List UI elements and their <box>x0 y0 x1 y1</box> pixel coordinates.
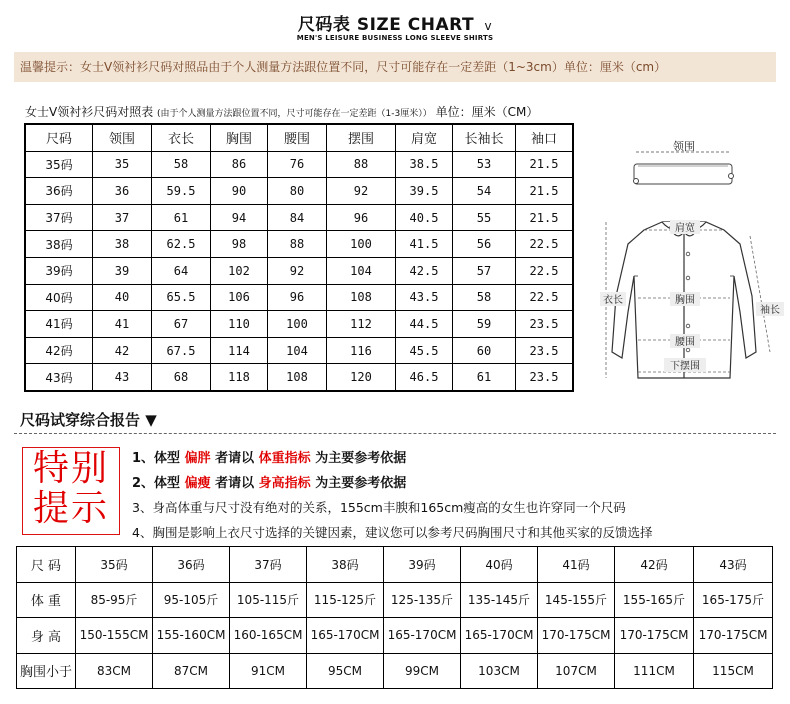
special-line-2: 提示 <box>32 488 109 529</box>
fit-table-cell: 83CM <box>76 653 153 689</box>
table-cell: 88 <box>327 151 396 178</box>
table-cell: 46.5 <box>396 364 453 391</box>
table-cell: 42码 <box>25 337 93 364</box>
fit-table-cell: 体 重 <box>17 582 76 618</box>
fit-table-cell: 115-125斤 <box>307 582 384 618</box>
table-cell: 65.5 <box>152 284 211 311</box>
report-title <box>20 409 157 430</box>
table-cell: 108 <box>268 364 327 391</box>
table-header-cell: 胸围 <box>211 124 268 151</box>
table-cell: 62.5 <box>152 231 211 258</box>
table-caption-note: (由于个人测量方法跟位置不同，尺寸可能存在一定差距（1-3厘米）） <box>157 109 432 119</box>
table-cell: 108 <box>327 284 396 311</box>
table-cell: 67 <box>152 311 211 338</box>
table-cell: 100 <box>268 311 327 338</box>
table-cell: 100 <box>327 231 396 258</box>
table-cell: 104 <box>268 337 327 364</box>
fit-table-cell: 103CM <box>461 653 538 689</box>
table-cell: 59.5 <box>152 178 211 205</box>
fit-table-cell: 107CM <box>538 653 615 689</box>
fit-table-row <box>17 547 773 583</box>
chevron-down-icon: v <box>484 19 493 33</box>
table-cell: 56 <box>453 231 516 258</box>
table-row <box>25 231 573 258</box>
fit-table-cell: 165-170CM <box>307 618 384 654</box>
notice-banner: 温馨提示：女士V领衬衫尺码对照品由于个人测量方法跟位置不同，尺寸可能存在一定差距（1~3cm）单位：厘米（cm） <box>14 52 776 82</box>
special-notice-text <box>24 449 118 529</box>
size-table <box>24 123 574 392</box>
table-header-row <box>25 124 573 151</box>
table-cell: 39.5 <box>396 178 453 205</box>
fit-table-cell: 170-175CM <box>694 618 773 654</box>
tip-item: 3、身高体重与尺寸没有绝对的关系，155cm丰腴和165cm瘦高的女生也许穿同一个尺码 <box>132 500 626 515</box>
table-caption-unit: 单位：厘米（CM） <box>435 105 539 119</box>
table-caption-main: 女士V领衬衫尺码对照表 <box>25 105 154 119</box>
table-cell: 41 <box>93 311 152 338</box>
fit-table-cell: 身 高 <box>17 618 76 654</box>
collar-label: 领围 <box>673 140 695 153</box>
table-cell: 76 <box>268 151 327 178</box>
fit-table-cell: 125-135斤 <box>384 582 461 618</box>
table-cell: 23.5 <box>516 337 574 364</box>
table-caption <box>25 103 538 120</box>
fit-table-cell: 170-175CM <box>615 618 694 654</box>
tip-item: 2、体型 偏瘦 者请以 身高指标 为主要参考依据 <box>132 475 407 491</box>
table-cell: 23.5 <box>516 364 574 391</box>
table-row <box>25 337 573 364</box>
fit-table-cell: 38码 <box>307 547 384 583</box>
fit-table-cell: 35码 <box>76 547 153 583</box>
table-header-cell: 长袖长 <box>453 124 516 151</box>
table-cell: 21.5 <box>516 204 574 231</box>
fit-table-cell: 36码 <box>153 547 230 583</box>
table-cell: 68 <box>152 364 211 391</box>
tip-item: 4、胸围是影响上衣尺寸选择的关键因素，建议您可以参考尺码胸围尺寸和其他买家的反馈选择 <box>132 524 653 540</box>
fit-table-cell: 胸围小于 <box>17 653 76 689</box>
fit-table-cell: 87CM <box>153 653 230 689</box>
page-title <box>0 10 790 35</box>
table-cell: 54 <box>453 178 516 205</box>
hem-label: 下摆围 <box>670 361 700 372</box>
special-line-1: 特别 <box>32 448 109 489</box>
table-cell: 43.5 <box>396 284 453 311</box>
table-cell: 58 <box>453 284 516 311</box>
fit-table-cell: 160-165CM <box>230 618 307 654</box>
table-header-cell: 衣长 <box>152 124 211 151</box>
chest-label: 胸围 <box>675 295 695 306</box>
table-row <box>25 311 573 338</box>
fit-table-cell: 165-170CM <box>461 618 538 654</box>
table-cell: 36码 <box>25 178 93 205</box>
fit-table-cell: 95-105斤 <box>153 582 230 618</box>
table-cell: 42.5 <box>396 257 453 284</box>
table-cell: 38码 <box>25 231 93 258</box>
table-cell: 22.5 <box>516 231 574 258</box>
title-cn: 尺码表 <box>297 15 351 35</box>
length-label: 衣长 <box>603 295 623 306</box>
fit-table-row <box>17 582 773 618</box>
table-cell: 67.5 <box>152 337 211 364</box>
table-cell: 39 <box>93 257 152 284</box>
table-cell: 40码 <box>25 284 93 311</box>
table-cell: 43码 <box>25 364 93 391</box>
table-row <box>25 204 573 231</box>
fit-table-row <box>17 653 773 689</box>
table-row <box>25 151 573 178</box>
table-cell: 57 <box>453 257 516 284</box>
table-cell: 38.5 <box>396 151 453 178</box>
fit-table-cell: 115CM <box>694 653 773 689</box>
table-cell: 44.5 <box>396 311 453 338</box>
fit-table-cell: 155-160CM <box>153 618 230 654</box>
table-cell: 40.5 <box>396 204 453 231</box>
table-cell: 80 <box>268 178 327 205</box>
table-cell: 41.5 <box>396 231 453 258</box>
title-en: SIZE CHART <box>356 15 475 35</box>
table-cell: 39码 <box>25 257 93 284</box>
table-cell: 118 <box>211 364 268 391</box>
shirt-diagram <box>600 126 786 390</box>
table-cell: 88 <box>268 231 327 258</box>
table-cell: 60 <box>453 337 516 364</box>
table-cell: 38 <box>93 231 152 258</box>
table-cell: 36 <box>93 178 152 205</box>
table-cell: 112 <box>327 311 396 338</box>
table-cell: 86 <box>211 151 268 178</box>
fit-table-cell: 99CM <box>384 653 461 689</box>
tips-list <box>132 447 652 545</box>
fit-table <box>16 546 773 689</box>
sleeve-label: 袖长 <box>760 305 780 316</box>
table-cell: 84 <box>268 204 327 231</box>
table-cell: 116 <box>327 337 396 364</box>
table-cell: 43 <box>93 364 152 391</box>
table-cell: 92 <box>327 178 396 205</box>
table-cell: 102 <box>211 257 268 284</box>
shoulder-label: 肩宽 <box>675 223 695 234</box>
table-cell: 22.5 <box>516 257 574 284</box>
table-header-cell: 摆围 <box>327 124 396 151</box>
fit-table-cell: 95CM <box>307 653 384 689</box>
table-cell: 61 <box>453 364 516 391</box>
report-title-text: 尺码试穿综合报告 <box>20 411 141 429</box>
table-cell: 22.5 <box>516 284 574 311</box>
fit-table-cell: 165-175斤 <box>694 582 773 618</box>
table-header-cell: 肩宽 <box>396 124 453 151</box>
table-header-cell: 袖口 <box>516 124 574 151</box>
waist-label: 腰围 <box>675 337 695 348</box>
table-cell: 53 <box>453 151 516 178</box>
table-header-cell: 领围 <box>93 124 152 151</box>
table-cell: 37 <box>93 204 152 231</box>
table-cell: 42 <box>93 337 152 364</box>
table-cell: 110 <box>211 311 268 338</box>
table-cell: 114 <box>211 337 268 364</box>
table-row <box>25 178 573 205</box>
table-cell: 120 <box>327 364 396 391</box>
table-cell: 21.5 <box>516 178 574 205</box>
table-row <box>25 364 573 391</box>
table-row <box>25 257 573 284</box>
fit-table-cell: 155-165斤 <box>615 582 694 618</box>
fit-table-cell: 40码 <box>461 547 538 583</box>
fit-table-cell: 85-95斤 <box>76 582 153 618</box>
table-cell: 35 <box>93 151 152 178</box>
table-cell: 92 <box>268 257 327 284</box>
table-cell: 55 <box>453 204 516 231</box>
fit-table-cell: 41码 <box>538 547 615 583</box>
fit-table-cell: 42码 <box>615 547 694 583</box>
table-cell: 58 <box>152 151 211 178</box>
table-cell: 106 <box>211 284 268 311</box>
collar-illustration <box>634 152 734 184</box>
section-divider <box>14 433 776 434</box>
table-header-cell: 腰围 <box>268 124 327 151</box>
table-cell: 61 <box>152 204 211 231</box>
table-cell: 21.5 <box>516 151 574 178</box>
fit-table-cell: 170-175CM <box>538 618 615 654</box>
table-cell: 41码 <box>25 311 93 338</box>
table-cell: 94 <box>211 204 268 231</box>
table-cell: 45.5 <box>396 337 453 364</box>
table-cell: 96 <box>268 284 327 311</box>
table-cell: 64 <box>152 257 211 284</box>
page-subtitle: MEN'S LEISURE BUSINESS LONG SLEEVE SHIRTS <box>296 34 494 42</box>
fit-table-cell: 43码 <box>694 547 773 583</box>
fit-table-cell: 135-145斤 <box>461 582 538 618</box>
fit-table-cell: 39码 <box>384 547 461 583</box>
fit-table-cell: 91CM <box>230 653 307 689</box>
table-cell: 98 <box>211 231 268 258</box>
table-cell: 90 <box>211 178 268 205</box>
triangle-down-icon: ▼ <box>145 411 157 429</box>
table-cell: 37码 <box>25 204 93 231</box>
table-cell: 35码 <box>25 151 93 178</box>
table-cell: 23.5 <box>516 311 574 338</box>
fit-table-row <box>17 618 773 654</box>
tip-item: 1、体型 偏胖 者请以 体重指标 为主要参考依据 <box>132 451 407 466</box>
table-row <box>25 284 573 311</box>
fit-table-cell: 111CM <box>615 653 694 689</box>
table-cell: 104 <box>327 257 396 284</box>
fit-table-cell: 105-115斤 <box>230 582 307 618</box>
table-header-cell: 尺码 <box>25 124 93 151</box>
fit-table-cell: 37码 <box>230 547 307 583</box>
fit-table-cell: 145-155斤 <box>538 582 615 618</box>
table-cell: 59 <box>453 311 516 338</box>
fit-table-cell: 165-170CM <box>384 618 461 654</box>
fit-table-cell: 尺 码 <box>17 547 76 583</box>
table-cell: 40 <box>93 284 152 311</box>
fit-table-cell: 150-155CM <box>76 618 153 654</box>
table-cell: 96 <box>327 204 396 231</box>
